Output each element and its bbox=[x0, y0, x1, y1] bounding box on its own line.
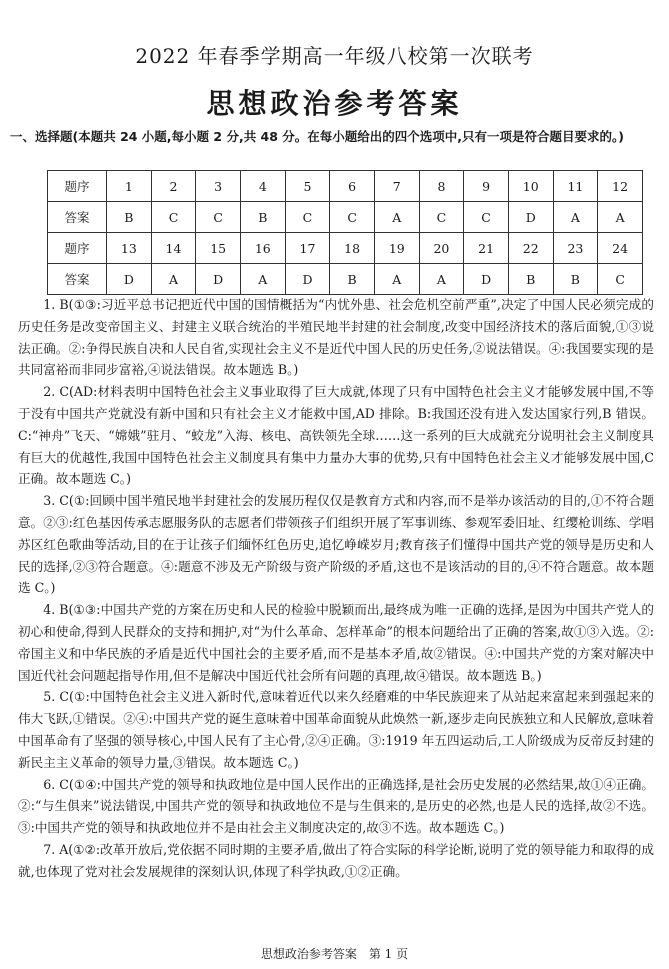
table-cell: C bbox=[285, 202, 330, 233]
explanation-1: 1. B(①③:习近平总书记把近代中国的国情概括为“内忧外患、社会危机空前严重”,决定了中国人民必须完成的历史任务是改变帝国主义、封建主义联合统治的半殖民地半封建的社会制度,改变中国经济技术的落后面貌,①③说法正确。②:争得民族自决和人民自省,实现社会主义不是近代中国人民的历史任务,②说法错误。④:我国要实现的是共同富裕而非同步富裕,④说法错误。故本题选 B。) bbox=[18, 297, 654, 378]
table-cell: C bbox=[598, 264, 643, 295]
table-cell: 11 bbox=[553, 171, 598, 202]
table-cell: 20 bbox=[419, 233, 464, 264]
table-cell: 21 bbox=[464, 233, 509, 264]
table-cell: 6 bbox=[330, 171, 375, 202]
table-cell: B bbox=[240, 202, 285, 233]
explanations bbox=[18, 294, 654, 883]
table-cell: 7 bbox=[374, 171, 419, 202]
table-cell: C bbox=[151, 202, 196, 233]
table-cell: 9 bbox=[464, 171, 509, 202]
explanation-2: 2. C(AD:材料表明中国特色社会主义事业取得了巨大成就,体现了只有中国特色社会主义才能够发展中国,不等于没有中国共产党就没有新中国和只有社会主义才能救中国,AD 排除。B:我国还没有进入发达国家行列,B 错误。C:“神舟”飞天、“嫦娥”驻月、“蛟龙”入海、核电、高铁领先全球……这一系列的巨大成就充分说明社会主义制度具有巨大的优越性,我国中国特色社会主义制度具有集中力量办大事的优势,只有中国特色社会主义才能够发展中国,C 正确。故本题选 C。) bbox=[18, 384, 654, 487]
section-instruction: 一、选择题(本题共 24 小题,每小题 2 分,共 48 分。在每小题给出的四个选项中,只有一项是符合题目要求的。) bbox=[10, 129, 625, 144]
table-cell: C bbox=[419, 202, 464, 233]
table-cell: 12 bbox=[598, 171, 643, 202]
explanation-5: 5. C(①:中国特色社会主义进入新时代,意味着近代以来久经磨难的中华民族迎来了从站起来富起来到强起来的伟大飞跃,①错误。②④:中国共产党的诞生意味着中国革命面貌从此焕然一新,逐步走向民族独立和人民解放,意味着中国革命有了坚强的领导核心,中国人民有了主心骨,②④正确。③:1919 年五四运动后,工人阶级成为反帝反封建的新民主主义革命的领导力量,③错误。故本题选 C。) bbox=[18, 689, 654, 770]
page-title: 思想政治参考答案 bbox=[206, 87, 463, 120]
table-cell: 17 bbox=[285, 233, 330, 264]
table-cell: 18 bbox=[330, 233, 375, 264]
table-cell: 5 bbox=[285, 171, 330, 202]
explanation-7: 7. A(①②:改革开放后,党依据不同时期的主要矛盾,做出了符合实际的科学论断,说明了党的领导能力和取得的成就,也体现了党对社会发展规律的深刻认识,体现了科学执政,①②正确。 bbox=[18, 841, 654, 879]
table-cell: A bbox=[240, 264, 285, 295]
table-cell: D bbox=[508, 202, 553, 233]
table-cell: 23 bbox=[553, 233, 598, 264]
table-cell: A bbox=[374, 202, 419, 233]
row-label: 题序 bbox=[48, 233, 107, 264]
table-cell: 24 bbox=[598, 233, 643, 264]
row-label: 答案 bbox=[48, 202, 107, 233]
explanation-3: 3. C(①:回顾中国半殖民地半封建社会的发展历程仅仅是教育方式和内容,而不是举办该活动的目的,①不符合题意。②③:红色基因传承志愿服务队的志愿者们带领孩子们组织开展了军事训练、参观军委旧址、红缨枪训练、学唱苏区红色歌曲等活动,目的在于让孩子们缅怀红色历史,追忆峥嵘岁月;教育孩子们懂得中国共产党的领导是历史和人民的选择,②③符合题意。④:题意不涉及无产阶级与资产阶级的矛盾,这也不是该活动的目的,④不符合题意。故本题选 C。) bbox=[18, 493, 654, 596]
table-cell: B bbox=[508, 264, 553, 295]
row-label: 题序 bbox=[48, 171, 107, 202]
table-cell: 16 bbox=[240, 233, 285, 264]
table-row bbox=[48, 202, 643, 233]
table-cell: 22 bbox=[508, 233, 553, 264]
table-cell: 10 bbox=[508, 171, 553, 202]
table-cell: 13 bbox=[107, 233, 152, 264]
table-cell: A bbox=[419, 264, 464, 295]
table-cell: A bbox=[151, 264, 196, 295]
table-cell: 1 bbox=[107, 171, 152, 202]
table-cell: D bbox=[464, 264, 509, 295]
table-cell: 2 bbox=[151, 171, 196, 202]
table-cell: A bbox=[374, 264, 419, 295]
table-cell: B bbox=[553, 264, 598, 295]
table-cell: A bbox=[598, 202, 643, 233]
table-cell: C bbox=[330, 202, 375, 233]
exam-subtitle: 2022 年春季学期高一年级八校第一次联考 bbox=[135, 44, 534, 68]
row-label: 答案 bbox=[48, 264, 107, 295]
explanation-6: 6. C(①④:中国共产党的领导和执政地位是中国人民作出的正确选择,是社会历史发展的必然结果,故①④正确。②:“与生俱来”说法错误,中国共产党的领导和执政地位不是与生俱来的,是历史的必然,也是人民的选择,故②不选。③:中国共产党的领导和执政地位并不是由社会主义制度决定的,故③不选。故本题选 C。) bbox=[18, 776, 654, 836]
table-cell: 14 bbox=[151, 233, 196, 264]
table-cell: 19 bbox=[374, 233, 419, 264]
table-cell: B bbox=[330, 264, 375, 295]
explanation-4: 4. B(①③:中国共产党的方案在历史和人民的检验中脱颖而出,最终成为唯一正确的选择,是因为中国共产党人的初心和使命,得到人民群众的支持和拥护,对“为什么革命、怎样革命”的根本问题给出了正确的答案,故①③入选。②:帝国主义和中华民族的矛盾是近代中国社会的主要矛盾,而不是基本矛盾,故②错误。④:中国共产党的方案对解决中国近代社会问题起指导作用,但不是解决中国近代社会所有问题的真理,故④错误。故本题选 B。) bbox=[18, 602, 654, 683]
table-cell: 15 bbox=[196, 233, 241, 264]
table-cell: C bbox=[196, 202, 241, 233]
table-cell: 3 bbox=[196, 171, 241, 202]
table-cell: 4 bbox=[240, 171, 285, 202]
table-cell: 8 bbox=[419, 171, 464, 202]
table-cell: B bbox=[107, 202, 152, 233]
table-cell: C bbox=[464, 202, 509, 233]
table-cell: D bbox=[107, 264, 152, 295]
table-row bbox=[48, 233, 643, 264]
answer-table bbox=[47, 170, 643, 295]
table-cell: A bbox=[553, 202, 598, 233]
table-row bbox=[48, 264, 643, 295]
table-cell: D bbox=[196, 264, 241, 295]
table-row bbox=[48, 171, 643, 202]
table-cell: D bbox=[285, 264, 330, 295]
page-footer: 思想政治参考答案 第 1 页 bbox=[260, 947, 409, 961]
